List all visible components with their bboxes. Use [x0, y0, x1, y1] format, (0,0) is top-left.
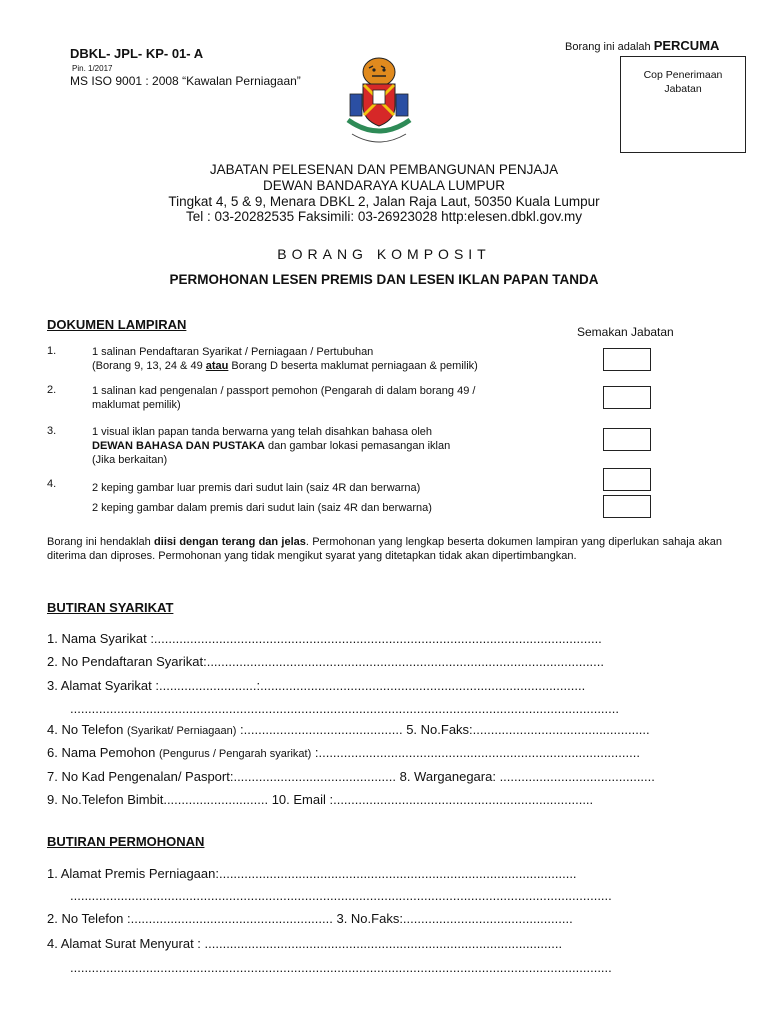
item-text: maklumat pemilik)	[92, 399, 181, 411]
item-text: 1 visual iklan papan tanda berwarna yang telah disahkan bahasa oleh	[92, 426, 433, 438]
item-text: 2 keping gambar luar premis dari sudut lain (saiz 4R dan berwarna)	[92, 482, 421, 494]
stamp-label-1: Cop Penerimaan	[643, 69, 723, 81]
field-premises-address[interactable]: 1. Alamat Premis Perniagaan:...................................................................................................	[47, 866, 577, 881]
field-phone-fax[interactable]	[47, 722, 650, 737]
field-label: 6. Nama Pemohon	[47, 745, 160, 760]
field-mailing-address[interactable]: 4. Alamat Surat Menyurat : ...................................................................................................	[47, 936, 563, 951]
field-company-name[interactable]: 1. Nama Syarikat :............................................................................................................................	[47, 631, 602, 646]
checkbox-item-1[interactable]	[603, 348, 651, 371]
field-applicant-name[interactable]	[47, 745, 640, 760]
instruction-bold: diisi dengan terang dan jelas	[154, 536, 306, 548]
item-text-bold: atau	[205, 360, 229, 372]
department-name: JABATAN PELESENAN DAN PEMBANGUNAN PENJAJA	[209, 162, 559, 177]
item-text-part: dan gambar lokasi pemasangan iklan	[264, 440, 451, 452]
item-number: 4.	[47, 478, 57, 490]
form-code: DBKL- JPL- KP- 01- A	[70, 46, 204, 61]
field-mobile-email[interactable]: 9. No.Telefon Bimbit............................. 10. Email :........................................................................	[47, 792, 594, 807]
permohonan-heading: BUTIRAN PERMOHONAN	[47, 834, 205, 849]
item-number: 2.	[47, 384, 57, 396]
field-label-note: (Pengurus / Pengarah syarikat)	[159, 748, 312, 760]
free-prefix: Borang ini adalah	[565, 41, 651, 53]
item-text-bold: DEWAN BAHASA DAN PUSTAKA	[92, 440, 265, 452]
field-premises-address-cont[interactable]: ......................................................................................................................................................	[70, 888, 612, 903]
instruction-text: Borang ini hendaklah	[47, 536, 155, 548]
item-number: 3.	[47, 425, 57, 437]
stamp-box	[620, 56, 746, 153]
field-company-address[interactable]: 3. Alamat Syarikat :...........................:..........................................................................................	[47, 678, 586, 693]
dbkl-crest-icon	[342, 54, 416, 150]
lampiran-item-3	[92, 425, 562, 467]
item-text	[92, 359, 562, 373]
checkbox-item-3[interactable]	[603, 428, 651, 451]
iso-standard: MS ISO 9001 : 2008 “Kawalan Perniagaan”	[70, 74, 301, 88]
contact-info: Tel : 03-20282535 Faksimili: 03-26923028 http:elesen.dbkl.gov.my	[186, 209, 582, 224]
field-line: :.........................................................................................	[311, 745, 640, 760]
form-type-title: BORANG KOMPOSIT	[277, 246, 491, 262]
item-text	[92, 439, 562, 453]
lampiran-item-1	[92, 345, 562, 373]
field-label-note: (Syarikat/ Perniagaan)	[126, 725, 237, 737]
item-text: 2 keping gambar dalam premis dari sudut lain (saiz 4R dan berwarna)	[92, 502, 432, 514]
form-subject-title: PERMOHONAN LESEN PREMIS DAN LESEN IKLAN PAPAN TANDA	[169, 272, 599, 287]
item-number: 1.	[47, 345, 57, 357]
stamp-label-2: Jabatan	[664, 82, 702, 95]
field-mailing-address-cont[interactable]: ......................................................................................................................................................	[70, 960, 612, 975]
checkbox-item-4a[interactable]	[603, 468, 651, 491]
field-label: 4. No Telefon	[47, 722, 127, 737]
item-text-part: (Borang 9, 13, 24 & 49	[92, 360, 206, 372]
form-instructions	[47, 535, 722, 563]
item-text: (Jika berkaitan)	[92, 454, 168, 466]
free-word: PERCUMA	[653, 38, 720, 53]
checkbox-item-4b[interactable]	[603, 495, 651, 518]
field-company-address-cont[interactable]: ........................................................................................................................................................	[70, 701, 619, 716]
field-registration-no[interactable]: 2. No Pendaftaran Syarikat:..............................................................................................................	[47, 654, 605, 669]
instruction-text: . Permohonan yang lengkap beserta dokumen lampiran yang diperlukan sahaja akan diterima dan diproses. Permohonan yang tidak mengikut syarat yang ditetapkan tidak akan dipertimbangkan.	[47, 536, 722, 562]
council-name: DEWAN BANDARAYA KUALA LUMPUR	[262, 178, 506, 193]
field-line: :............................................ 5. No.Faks:.................................................	[236, 722, 650, 737]
pin-number: Pin. 1/2017	[72, 64, 113, 73]
address: Tingkat 4, 5 & 9, Menara DBKL 2, Jalan Raja Laut, 50350 Kuala Lumpur	[168, 194, 600, 209]
checkbox-item-2[interactable]	[603, 386, 651, 409]
syarikat-heading: BUTIRAN SYARIKAT	[47, 600, 174, 615]
item-text: 1 salinan kad pengenalan / passport pemohon (Pengarah di dalam borang 49 /	[92, 385, 476, 397]
lampiran-heading: DOKUMEN LAMPIRAN	[47, 317, 187, 332]
item-text-part: Borang D beserta maklumat perniagaan & pemilik)	[228, 360, 478, 372]
check-column-header: Semakan Jabatan	[577, 325, 674, 339]
item-text: 1 salinan Pendaftaran Syarikat / Perniagaan / Pertubuhan	[92, 346, 374, 358]
lampiran-item-2	[92, 384, 562, 412]
lampiran-item-4	[92, 478, 562, 518]
field-ic-nationality[interactable]: 7. No Kad Pengenalan/ Pasport:............................................. 8. Warganegara: ...........................................	[47, 769, 655, 784]
free-form-notice	[565, 38, 719, 53]
field-application-phone-fax[interactable]: 2. No Telefon :........................................................ 3. No.Faks:...............................................	[47, 911, 573, 926]
